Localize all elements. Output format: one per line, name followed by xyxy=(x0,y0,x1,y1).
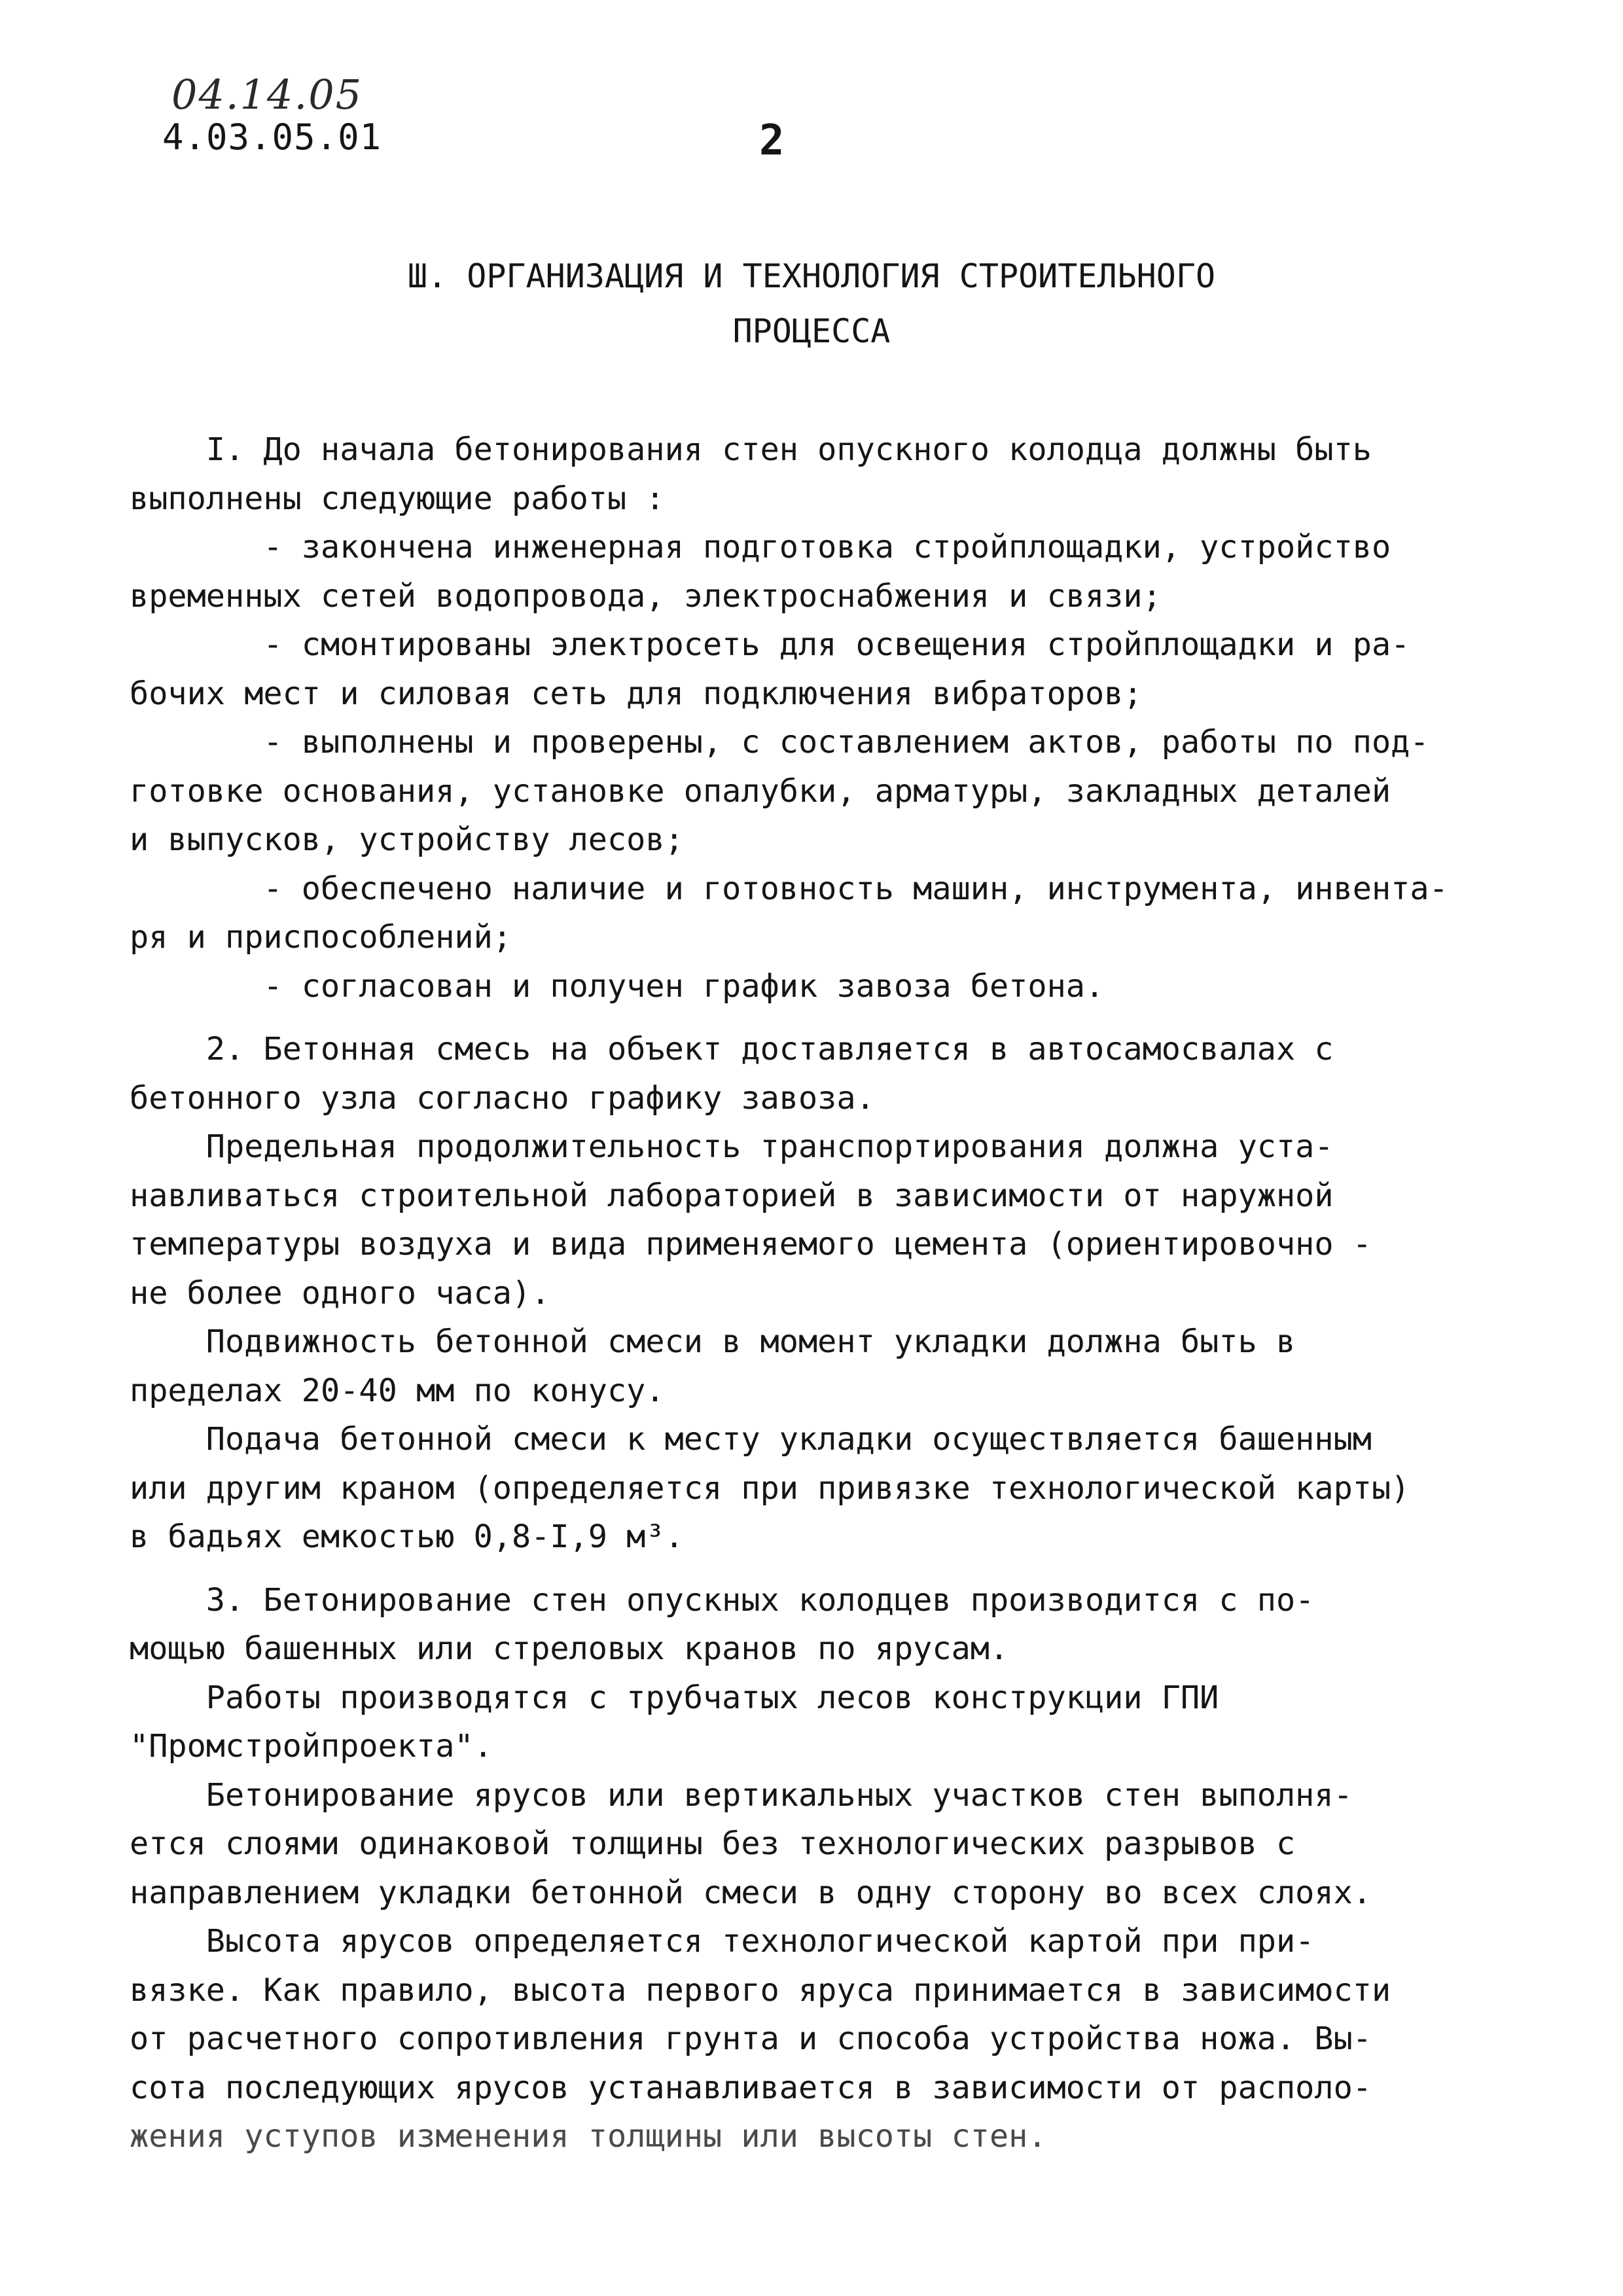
body-line: от расчетного сопротивления грунта и способа устройства ножа. Вы- xyxy=(130,2020,1372,2057)
body-line: направлением укладки бетонной смеси в одну сторону во всех слоях. xyxy=(130,1874,1372,1911)
body-line: навливаться строительной лабораторией в зависимости от наружной xyxy=(130,1177,1334,1214)
body-line: пределах 20-40 мм по конусу. xyxy=(130,1372,665,1409)
body-line: выполнены следующие работы : xyxy=(130,480,665,517)
body-line: Высота ярусов определяется технологической картой при при- xyxy=(130,1923,1315,1960)
body-line: Подача бетонной смеси к месту укладки осуществляется башенным xyxy=(130,1421,1372,1458)
body-line: 3. Бетонирование стен опускных колодцев производится с по- xyxy=(130,1581,1315,1619)
body-line: ря и приспособлений; xyxy=(130,919,512,956)
body-line: жения уступов изменения толщины или высоты стен. xyxy=(130,2118,1047,2155)
body-line: Бетонирование ярусов или вертикальных участков стен выполня- xyxy=(130,1776,1353,1814)
body-line: - закончена инженерная подготовка стройплощадки, устройство xyxy=(130,529,1391,565)
body-line: Работы производятся с трубчатых лесов конструкции ГПИ xyxy=(130,1679,1219,1716)
body-line: мощью башенных или стреловых кранов по ярусам. xyxy=(130,1630,1009,1667)
body-line: Предельная продолжительность транспортирования должна уста- xyxy=(130,1128,1334,1165)
body-text xyxy=(130,425,1484,2161)
body-line: временных сетей водопровода, электроснабжения и связи; xyxy=(130,577,1162,615)
body-line: готовке основания, установке опалубки, арматуры, закладных деталей xyxy=(130,772,1391,810)
page-number: 2 xyxy=(759,117,785,165)
paragraph-gap xyxy=(130,1011,1484,1025)
document-code: 4.03.05.01 xyxy=(162,117,382,158)
body-line: Подвижность бетонной смеси в момент укладки должна быть в xyxy=(130,1323,1296,1360)
section-title xyxy=(196,249,1427,359)
body-line: "Промстройпроекта". xyxy=(130,1728,493,1765)
body-line: температуры воздуха и вида применяемого цемента (ориентировочно - xyxy=(130,1226,1372,1263)
body-line: бочих мест и силовая сеть для подключения вибраторов; xyxy=(130,675,1143,712)
body-line: вязке. Как правило, высота первого яруса принимается в зависимости xyxy=(130,1971,1391,2009)
body-line: и выпусков, устройству лесов; xyxy=(130,821,684,858)
body-line: - согласован и получен график завоза бетона. xyxy=(130,967,1105,1005)
body-line: или другим краном (определяется при привязке технологической карты) xyxy=(130,1469,1410,1507)
body-line: - обеспечено наличие и готовность машин, инструмента, инвента- xyxy=(130,870,1448,907)
body-line: 2. Бетонная смесь на объект доставляется в автосамосвалах с xyxy=(130,1031,1334,1067)
section-title-line-2: ПРОЦЕССА xyxy=(732,312,891,350)
body-line: бетонного узла согласно графику завоза. xyxy=(130,1079,875,1117)
paragraph-gap xyxy=(130,1562,1484,1576)
body-line: сота последующих ярусов устанавливается в зависимости от располо- xyxy=(130,2069,1372,2106)
body-line: в бадьях емкостью 0,8-I,9 м³. xyxy=(130,1518,684,1555)
body-line: I. До начала бетонирования стен опускного колодца должны быть xyxy=(130,431,1372,468)
body-line: - выполнены и проверены, с составлением актов, работы по под- xyxy=(130,724,1429,761)
handwritten-code: 04.14.05 xyxy=(171,71,363,118)
body-line: не более одного часа). xyxy=(130,1274,550,1312)
section-title-line-1: Ш. ОРГАНИЗАЦИЯ И ТЕХНОЛОГИЯ СТРОИТЕЛЬНОГО xyxy=(407,257,1216,295)
body-line: - смонтированы электросеть для освещения стройплощадки и ра- xyxy=(130,626,1410,663)
body-line: ется слоями одинаковой толщины без технологических разрывов с xyxy=(130,1825,1296,1862)
